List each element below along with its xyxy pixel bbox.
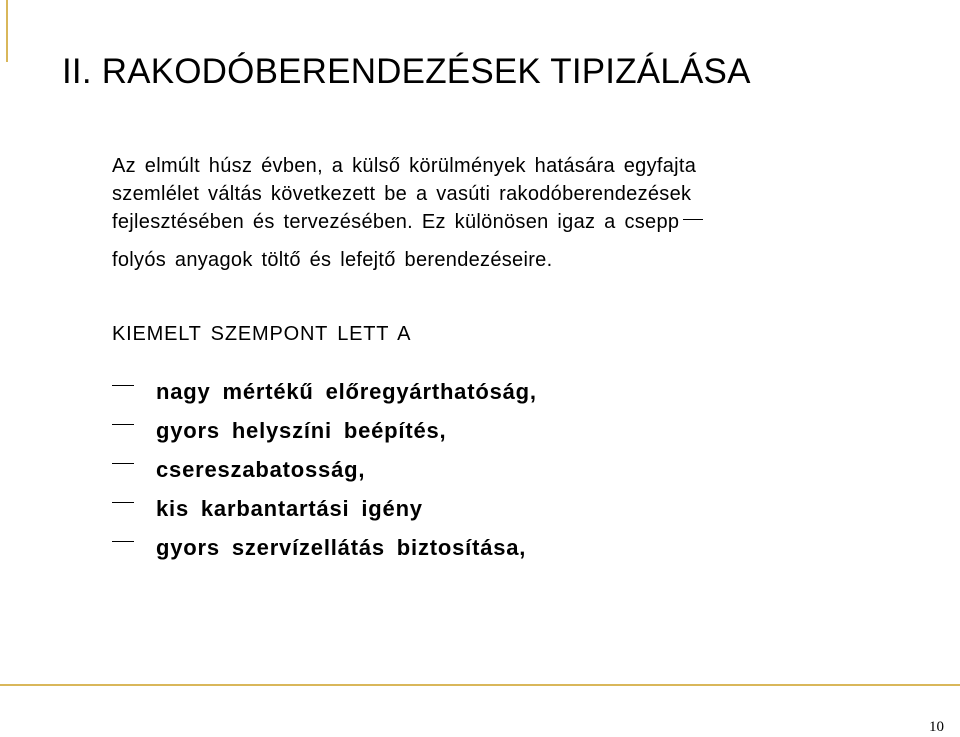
slide-title: II. RAKODÓBERENDEZÉSEK TIPIZÁLÁSA <box>62 52 751 91</box>
list-item-text: nagy mértékű előregyárthatóság, <box>156 378 537 404</box>
subheading: KIEMELT SZEMPONT LETT A <box>112 323 412 345</box>
paragraph-line-text: fejlesztésében és tervezésében. Ez különösen igaz a csepp <box>112 211 680 233</box>
bullet-list <box>112 372 537 567</box>
paragraph-line <box>112 208 872 236</box>
footer-divider <box>0 684 960 686</box>
page-number: 10 <box>929 719 944 735</box>
list-item <box>112 528 537 567</box>
paragraph-line: szemlélet váltás következett be a vasúti rakodóberendezések <box>112 183 692 205</box>
list-item <box>112 372 537 411</box>
hyphen-dash-icon <box>683 219 703 221</box>
list-item-text: gyors szervízellátás biztosítása, <box>156 534 527 560</box>
list-item-text: kis karbantartási igény <box>156 495 423 521</box>
list-item <box>112 450 537 489</box>
dash-bullet-icon <box>112 463 134 465</box>
dash-bullet-icon <box>112 424 134 426</box>
intro-paragraph <box>112 152 872 274</box>
dash-bullet-icon <box>112 385 134 387</box>
paragraph-line: Az elmúlt húsz évben, a külső körülmények hatására egyfajta <box>112 155 697 177</box>
list-item-text: gyors helyszíni beépítés, <box>156 417 447 443</box>
dash-bullet-icon <box>112 541 134 543</box>
list-item <box>112 411 537 450</box>
list-item-text: csereszabatosság, <box>156 456 366 482</box>
list-item <box>112 489 537 528</box>
dash-bullet-icon <box>112 502 134 504</box>
paragraph-line: folyós anyagok töltő és lefejtő berendezéseire. <box>112 249 553 271</box>
left-accent-bar <box>6 0 8 62</box>
